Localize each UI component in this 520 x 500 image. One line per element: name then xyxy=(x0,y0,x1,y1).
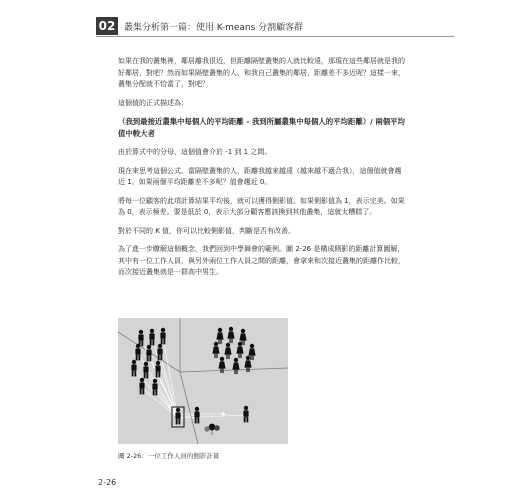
paragraph: 這個值的正式描述為： xyxy=(118,98,188,107)
figure-caption: 圖 2-26：一位工作人員的側影計算 xyxy=(118,452,220,460)
header-divider xyxy=(96,36,454,37)
chapter-title: 叢集分析第一篇：使用 K-means 分割顧客群 xyxy=(124,22,304,33)
paragraph: 如果在我的叢集裡，鄰居離我很近，但距離隔壁叢集的人就比較遠，那現在這些鄰居就是我的好鄰居，對吧？然而如果隔壁叢集的人，和我自己叢集的鄰居，距離差不多近呢？這樣一來，叢集分配就不恰當了，對吧？ xyxy=(118,57,405,88)
arrow-head xyxy=(222,412,226,416)
paragraph: 對於不同的 K 值，你可以比較側影值，判斷是否有改善。 xyxy=(118,226,296,235)
formula-text: （我到最接近叢集中每個人的平均距離 - 我到所屬叢集中每個人的平均距離）/ 兩個平均值中較大者 xyxy=(118,117,405,138)
paragraph: 將每一位顧客的此項計算結果平均後，就可以獲得側影值。如果側影值為 1，表示完美。如果為 0，表示極差。要是低於 0，表示大部分顧客應該換到其他叢集，這就太糟糕了。 xyxy=(118,196,405,216)
boys-cluster xyxy=(131,328,165,396)
dance-floor-illustration xyxy=(118,318,288,444)
paragraph: 由於算式中的分母，這個值會介於 -1 到 1 之間。 xyxy=(118,148,272,156)
balloons xyxy=(204,424,219,435)
girls-cluster xyxy=(212,327,255,374)
page-number: 2-26 xyxy=(98,478,117,487)
chapter-number-badge: 02 xyxy=(96,17,118,35)
paragraph: 為了進一步瞭解這個概念，我們回到中學舞會的範例。圖 2-26 是構成側影的距離計算圖解，其中有一位工作人員，與另外兩位工作人員之間的距離，會拿來和次接近叢集的距離作比較，而次接近叢集就是一群高中男生。 xyxy=(118,245,405,276)
body-text xyxy=(118,56,408,286)
running-header xyxy=(96,16,303,36)
silhouette-figure xyxy=(118,318,288,444)
paragraph: 現在來思考這個公式。當隔壁叢集的人，距離我越來越遠（越來越不適合我），這個值就會趨近 1。如果兩個平均距離差不多呢？值會趨近 0。 xyxy=(118,166,402,186)
